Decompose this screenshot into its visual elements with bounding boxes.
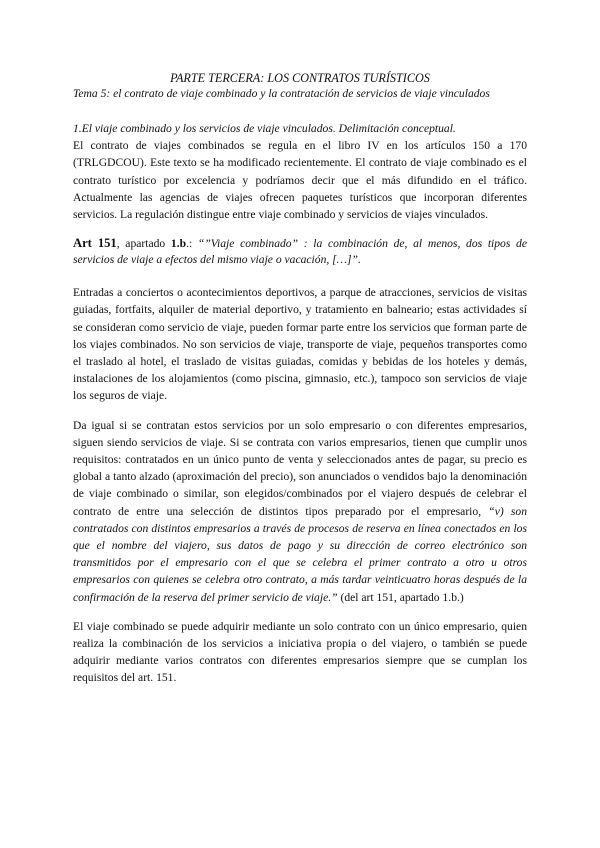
document-title: PARTE TERCERA: LOS CONTRATOS TURÍSTICOS (170, 71, 430, 85)
paragraph-services: Entradas a conciertos o acontecimientos deportivos, a parque de atracciones, servicios de visitas guiadas, fortfaits, alquiler de material deportivo, y tratamiento en balneario; estas actividades sí se consideran como servicio de viaje, pueden formar parte entre los servicios que forman parte de los viajes combinados. No son servicios de viaje, transporte de viaje, pequeños transportes como el traslado al hotel, el traslado de visitas guiadas, comidas y bebidas de los hoteles y demás, instalaciones de los alojamientos (como piscina, gimnasio, etc.), tampoco son servicios de viaje los seguros de viaje. (73, 286, 527, 403)
article-citation (73, 235, 527, 268)
article-separator: .: (186, 237, 198, 251)
article-reference: Art 151 (73, 236, 117, 251)
requirements-text: Da igual si se contratan estos servicios por un solo empresario o con diferentes empresarios, siguen siendo servicios de viaje. Si se contrata con varios empresarios, tienen que cumplir unos requisitos: contratados en un único punto de venta y seleccionados antes de pagar, su precio es global a tanto alzado (aproximación del precio), son anunciados o vendidos bajo la denominación de viaje combinado o similar, son elegidos/combinados por el viajero después de celebrar el contrato de entre una selección de distintos tipos preparado por el empresario, (73, 418, 527, 518)
requirements-quote: “v) son contratados con distintos empresarios a través de procesos de reserva en línea conectados en los que el nombre del viajero, sus datos de pago y su dirección de correo electrónico son transmitidos por el empresario con el que se celebra el primer contrato a otro u otros empresarios con quienes se celebra otro contrato, a más tardar veinticuatro horas después de la confirmación de la reserva del primer servicio de viaje.” (73, 504, 527, 604)
document-page (73, 70, 527, 699)
paragraph-intro: El contrato de viajes combinados se regula en el libro IV en los artículos 150 a 170 (TRLGDCOU). Este texto se ha modificado recientemente. El contrato de viaje combinado es el contrato turístico por excelencia y podríamos decir que el más difundido en el tráfico. Actualmente las agencias de viajes ofrecen paquetes turísticos que incorporan diferentes servicios. La regulación distingue entre viaje combinado y servicios de viajes vinculados. (73, 139, 527, 222)
document-subtitle: Tema 5: el contrato de viaje combinado y la contratación de servicios de viaje vinculados (73, 87, 490, 100)
section-heading: 1.El viaje combinado y los servicios de viaje vinculados. Delimitación conceptual. (73, 122, 456, 135)
paragraph-requirements (73, 417, 527, 606)
article-apartado: , apartado (116, 237, 171, 251)
article-letter: 1.b (170, 237, 187, 251)
requirements-source: (del art 151, apartado 1.b.) (337, 590, 464, 604)
paragraph-acquisition: El viaje combinado se puede adquirir mediante un solo contrato con un único empresario, quien realiza la combinación de los servicios a iniciativa propia o del viajero, o también se puede adquirir mediante varios contratos con diferentes empresarios siempre que se cumplan los requisitos del art. 151. (73, 619, 527, 685)
article-quote: “”Viaje combinado” : la combinación de, al menos, dos tipos de servicios de viaje a efectos del mismo viaje o vacación, […]”. (73, 237, 528, 267)
